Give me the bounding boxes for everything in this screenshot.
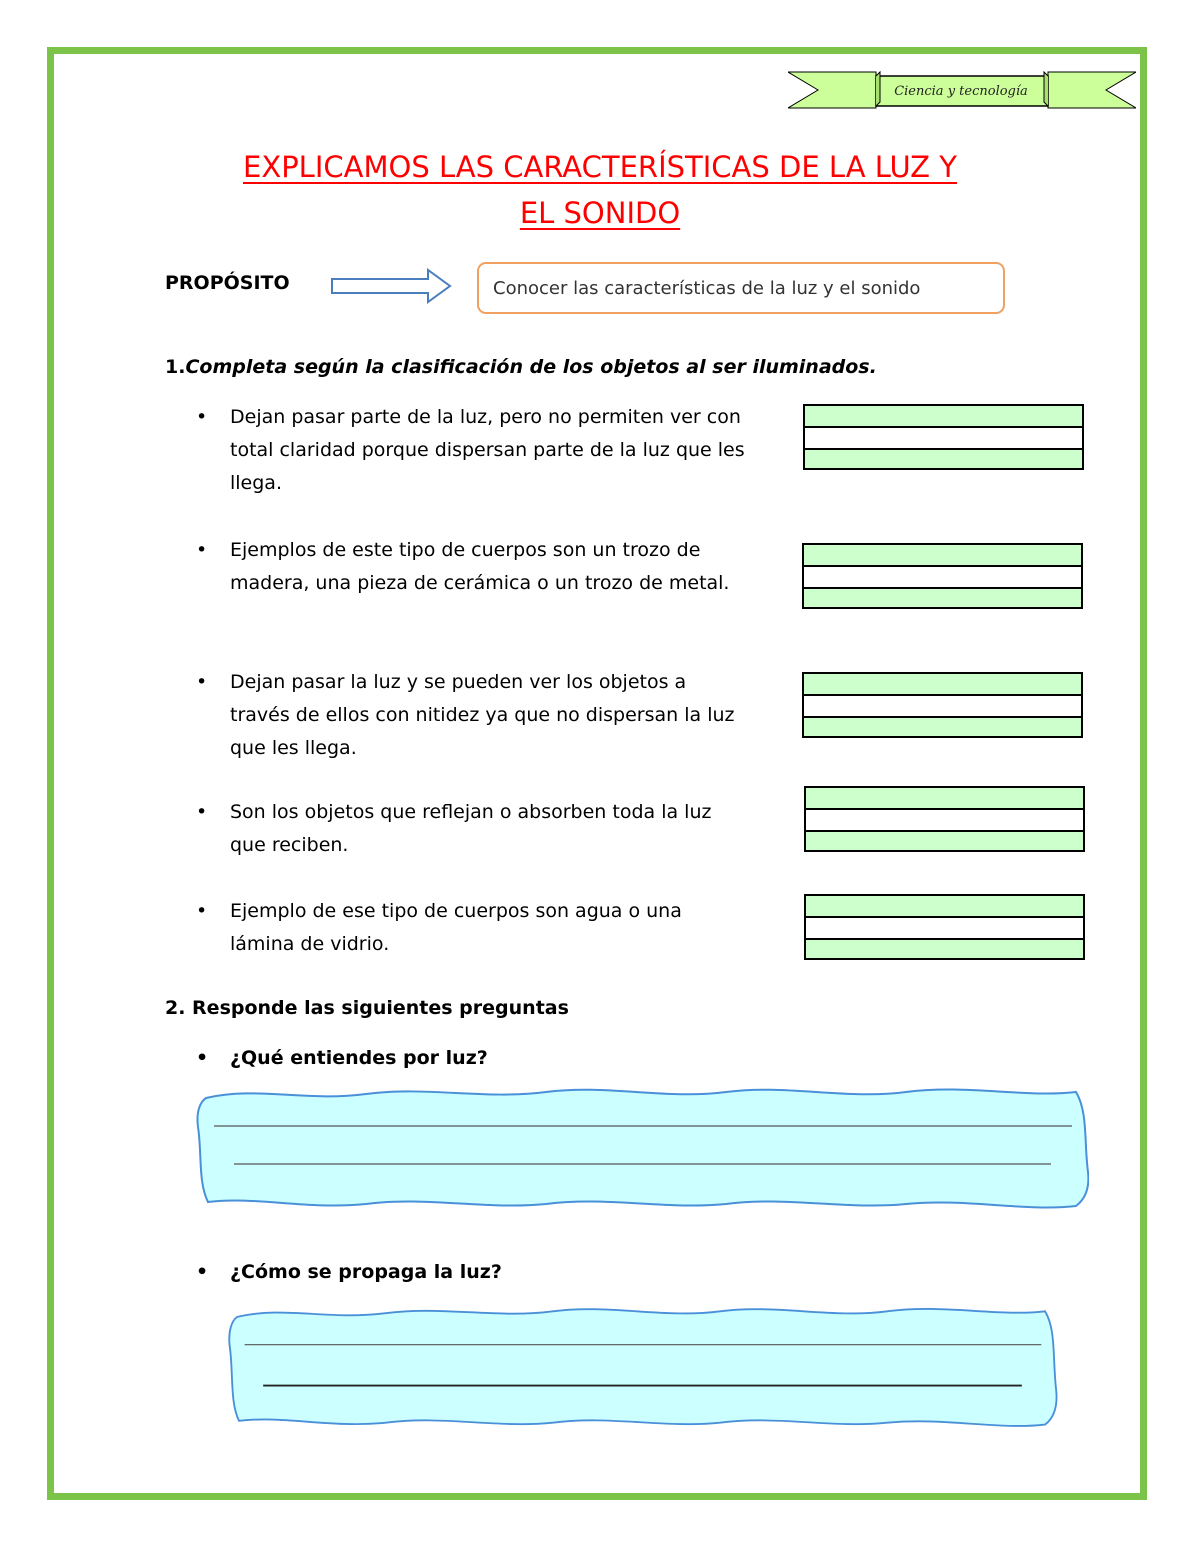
answer-box[interactable] [804,786,1085,852]
question-2: • ¿Cómo se propaga la luz? [196,1261,502,1283]
answer-box[interactable] [803,404,1084,470]
subject-label: Ciencia y tecnología [894,83,1028,99]
purpose-label: PROPÓSITO [165,272,290,294]
answer-box[interactable] [802,672,1083,738]
answer-area-2[interactable] [196,1302,1089,1432]
purpose-box: Conocer las características de la luz y el sonido [477,262,1005,314]
arrow-right-icon [330,268,452,304]
answer-box[interactable] [802,543,1083,609]
answer-box[interactable] [804,894,1085,960]
question-1: • ¿Qué entiendes por luz? [196,1047,488,1069]
answer-area-1[interactable] [196,1082,1089,1212]
section1-heading: 1.Completa según la clasificación de los objetos al ser iluminados. [165,356,877,378]
page-title: EXPLICAMOS LAS CARACTERÍSTICAS DE LA LUZ Y EL SONIDO [243,150,957,230]
section2-heading: 2. Responde las siguientes preguntas [165,997,569,1019]
